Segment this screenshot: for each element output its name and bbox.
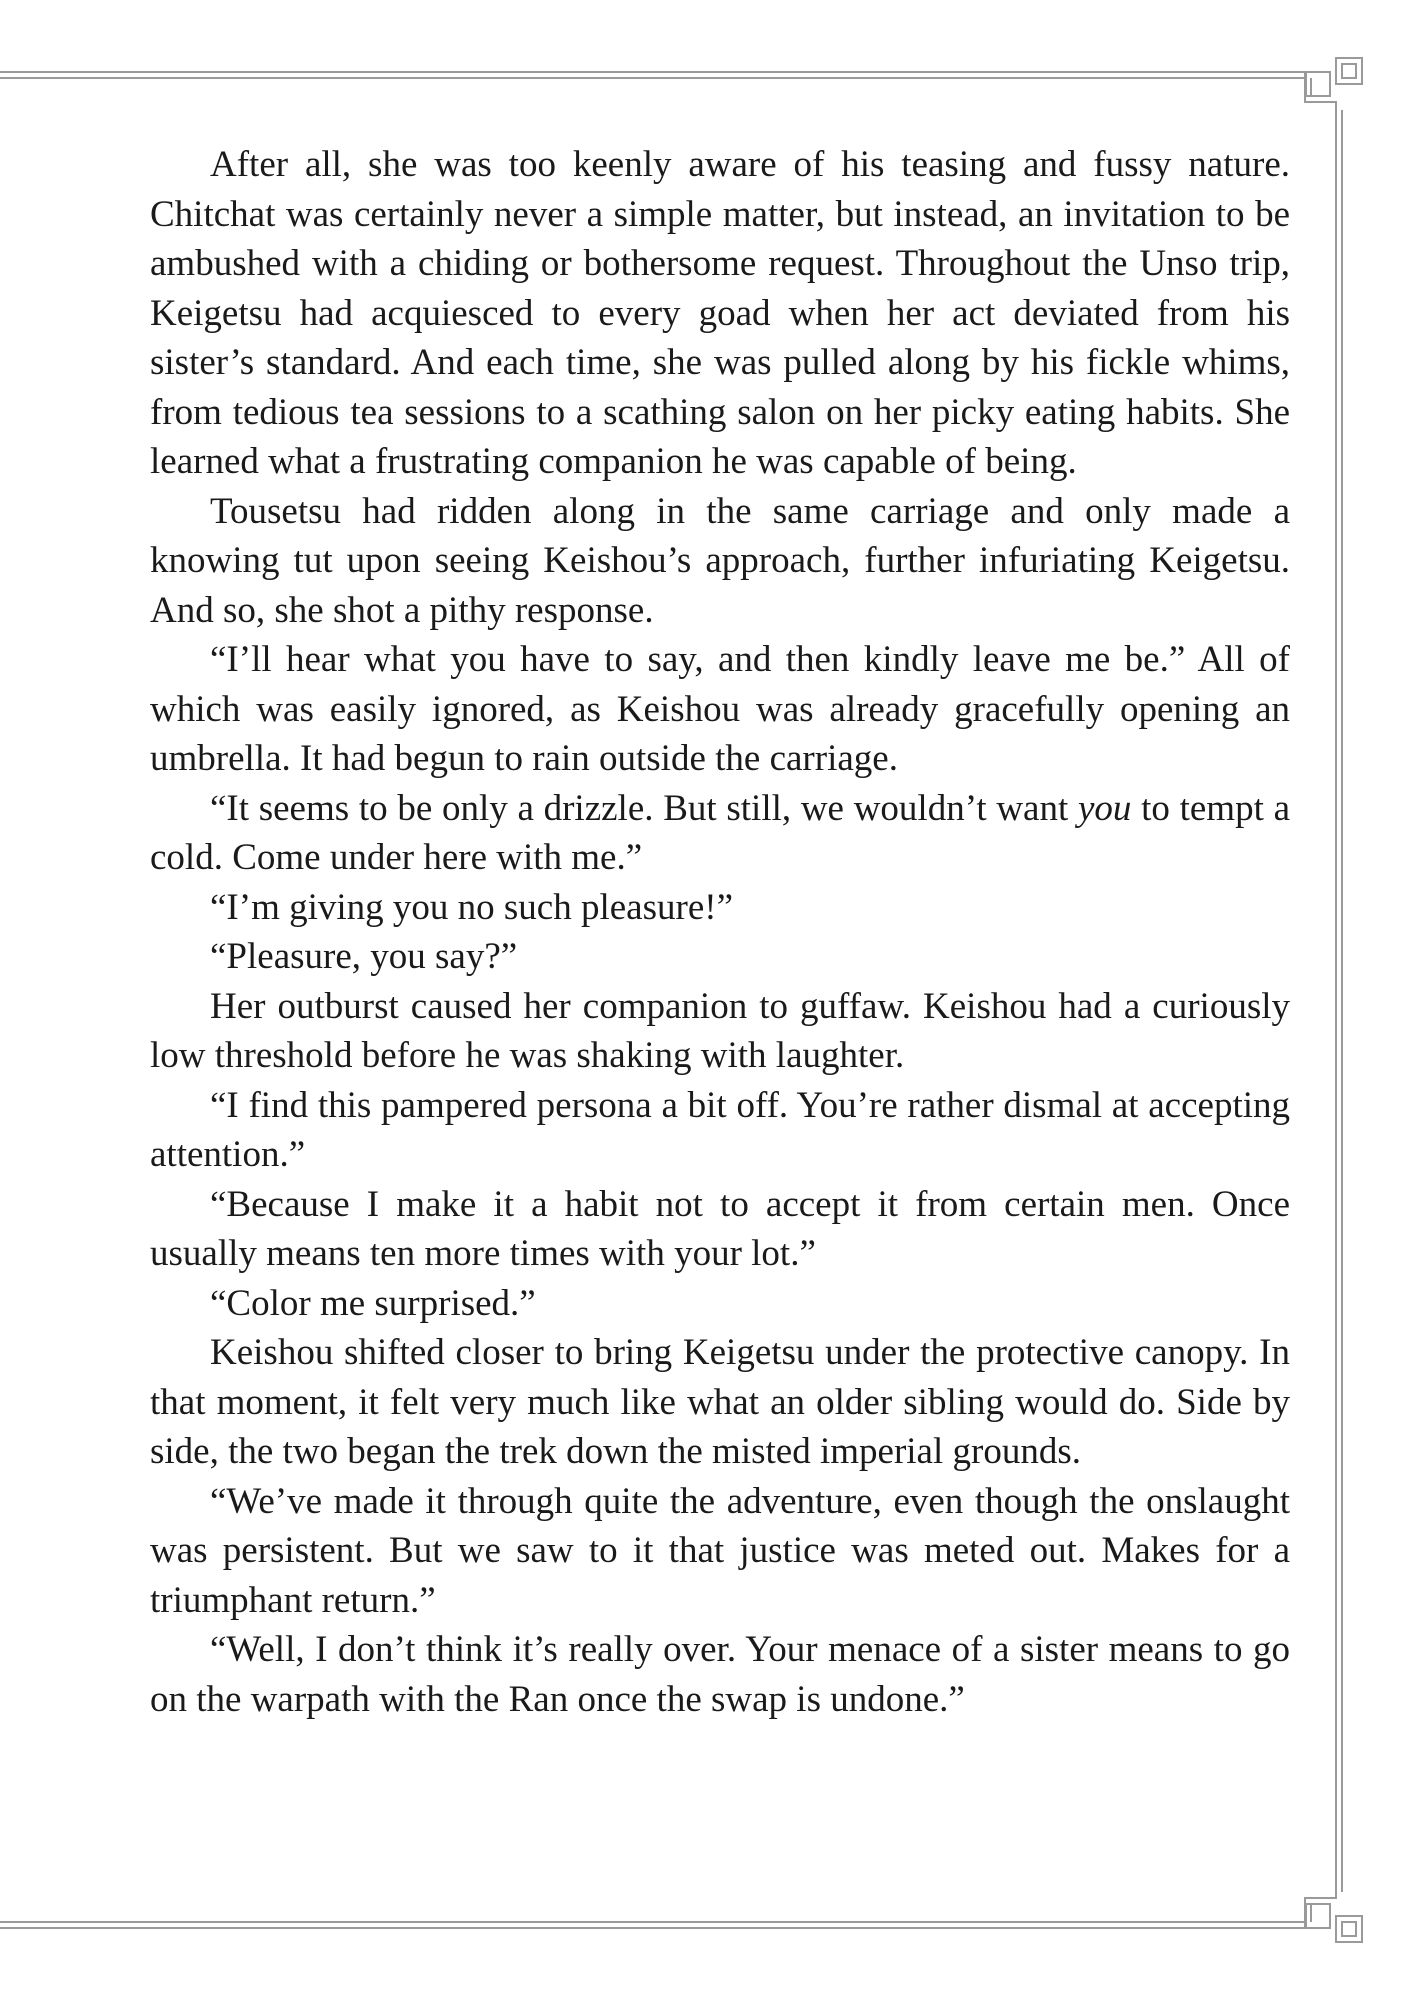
paragraph-4-emphasis: you	[1077, 787, 1132, 829]
paragraph-5: “I’m giving you no such pleasure!”	[210, 886, 733, 928]
paragraph-6: “Pleasure, you say?”	[210, 936, 518, 977]
paragraph-3: “I’ll hear what you have to say, and then kindly leave me be.” All of which was easily ignored, as Keishou was already gracefully opening an umbrella. It had begun to rain outside the carriage.	[150, 639, 1290, 779]
paragraph-10: “Color me surprised.”	[210, 1282, 536, 1324]
paragraph-4	[150, 784, 1290, 883]
paragraph-2: Tousetsu had ridden along in the same carriage and only made a knowing tut upon seeing Keishou’s approach, further infuriating Keigetsu. And so, she shot a pithy response.	[150, 490, 1290, 631]
paragraph-7: Her outburst caused her companion to guffaw. Keishou had a curiously low threshold before he was shaking with laughter.	[150, 985, 1290, 1076]
paragraph-9: “Because I make it a habit not to accept it from certain men. Once usually means ten more times with your lot.”	[150, 1183, 1290, 1274]
corner-ornament-top	[1305, 58, 1362, 110]
paragraph-4-before: “It seems to be only a drizzle. But still, we wouldn’t want	[210, 787, 1078, 829]
paragraph-12: “We’ve made it through quite the adventure, even though the onslaught was persistent. But we saw to it that justice was meted out. Makes for a triumphant return.”	[150, 1480, 1290, 1621]
paragraph-4-after: to tempt a cold. Come under here with me.”	[150, 787, 1290, 878]
paragraph-1: After all, she was too keenly aware of his teasing and fussy nature. Chitchat was certainly never a simple matter, but instead, an invitation to be ambushed with a chiding or bothersome request. Throughout the Unso trip, Keigetsu had acquiesced to every goad when her act deviated from his sister’s standard. And each time, she was pulled along by his fickle whims, from tedious tea sessions to a scathing salon on her picky eating habits. She learned what a frustrating companion he was capable of being.	[150, 144, 1290, 482]
body-text	[150, 140, 1290, 1724]
paragraph-13: “Well, I don’t think it’s really over. Your menace of a sister means to go on the warpath with the Ran once the swap is undone.”	[150, 1629, 1290, 1720]
paragraph-8: “I find this pampered persona a bit off. You’re rather dismal at accepting attention.”	[150, 1084, 1290, 1175]
corner-ornament-bottom	[1305, 1892, 1362, 1942]
paragraph-11: Keishou shifted closer to bring Keigetsu under the protective canopy. In that moment, it felt very much like what an older sibling would do. Side by side, the two began the trek down the misted imperial grounds.	[150, 1332, 1290, 1472]
